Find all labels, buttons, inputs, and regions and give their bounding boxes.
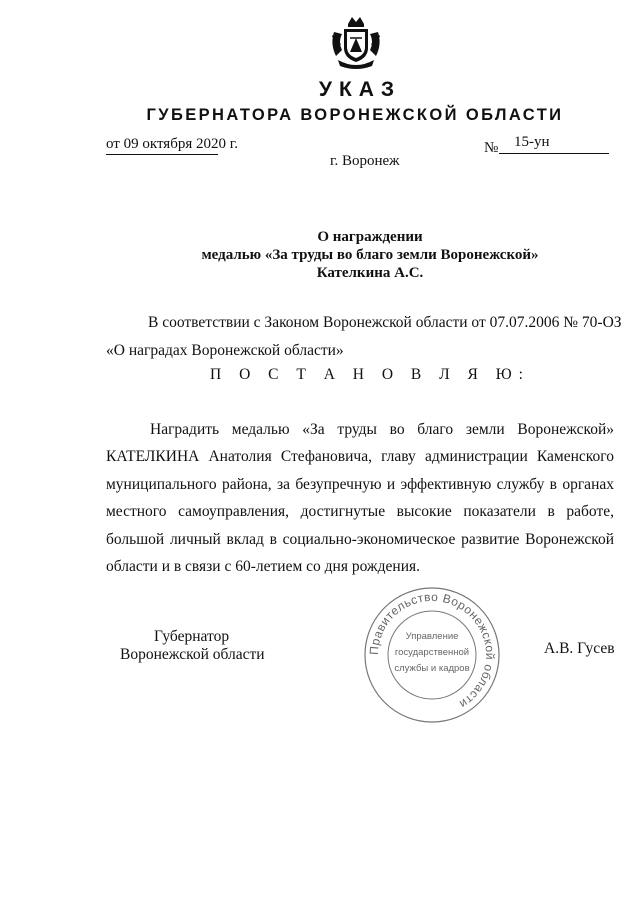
signatory-title-line-2: Воронежской области (120, 646, 265, 663)
legal-basis-line-2: «О наградах Воронежской области» (106, 342, 344, 359)
subject-line-1: О награждении (317, 229, 423, 245)
date-underline (106, 154, 218, 155)
signatory-title-line-1: Губернатор (154, 628, 230, 645)
official-stamp (362, 585, 502, 725)
document-city: г. Воронеж (330, 153, 400, 169)
stamp-line-1: Управление (405, 631, 459, 642)
number-underline (499, 153, 609, 154)
decree-word: П О С Т А Н О В Л Я Ю: (210, 366, 530, 383)
subject-line-2: медалью «За труды во благо земли Воронежской» (201, 247, 539, 263)
document-number: 15-ун (514, 134, 550, 150)
document-title: УКАЗ (318, 78, 402, 101)
subject-line-3: Кателкина А.С. (316, 265, 424, 281)
stamp-line-3: службы и кадров (394, 663, 470, 674)
document-date: от 09 октября 2020 г. (106, 136, 238, 152)
stamp-ring-text: Правительство Воронежской области (366, 589, 498, 712)
decree-body: Наградить медалью «За труды во благо земли Воронежской» КАТЕЛКИНА Анатолия Стефановича, главу администрации Каменского муниципального района, за безупречную и эффективную службу в органах местного самоуправления, достигнутые высокие показатели в работе, большой личный вклад в социально-экономическое развитие Воронежской области и в связи с 60-летием со дня рождения. (106, 421, 614, 576)
document-subtitle: ГУБЕРНАТОРА ВОРОНЕЖСКОЙ ОБЛАСТИ (146, 106, 564, 124)
number-label: № (484, 140, 499, 156)
signatory-name: А.В. Гусев (544, 640, 615, 657)
legal-basis-line-1: В соответствии с Законом Воронежской области от 07.07.2006 № 70-ОЗ (148, 314, 622, 331)
coat-of-arms-icon (328, 14, 384, 72)
stamp-line-2: государственной (394, 647, 470, 658)
